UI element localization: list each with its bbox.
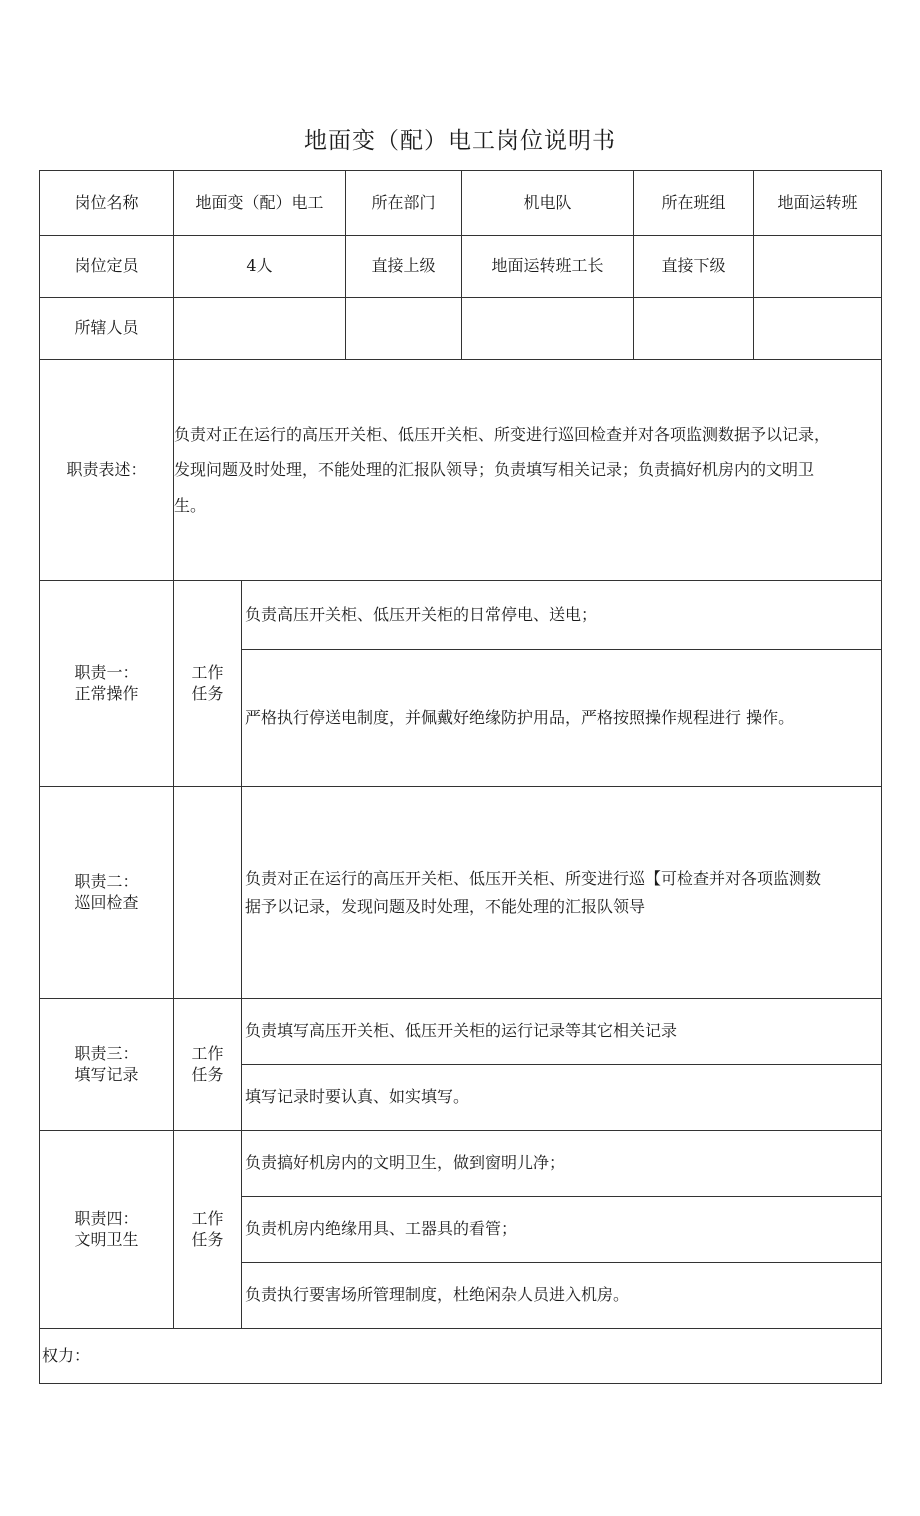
duty-2-task-1: 负责对正在运行的高压开关柜、低压开关柜、所变进行巡【可检查并对各项监测数据予以记录，发现问题及时处理，不能处理的汇报队领导	[242, 787, 882, 999]
team-label: 所在班组	[634, 171, 754, 236]
duty-3-task-2: 填写记录时要认真、如实填写。	[242, 1065, 882, 1131]
duty-1-name	[40, 581, 174, 787]
duty-1-type	[174, 581, 242, 787]
duty-2-type	[174, 787, 242, 999]
page-title: 地面变（配）电工岗位说明书	[304, 128, 616, 154]
duty-1-type-line1: 工作	[191, 662, 224, 682]
dept-label: 所在部门	[346, 171, 462, 236]
duty-4-name-line2: 文明卫生	[74, 1229, 139, 1249]
duty-1-row-1	[40, 581, 882, 650]
duty-3-type-line1: 工作	[191, 1043, 224, 1063]
duty-4-row-1	[40, 1131, 882, 1197]
post-name-label: 岗位名称	[40, 171, 174, 236]
duty-1-type-line2: 任务	[191, 683, 224, 703]
duty-4-type	[174, 1131, 242, 1329]
duty-desc-label: 职责表述：	[40, 360, 174, 581]
blank-cell	[346, 298, 462, 360]
rights-row	[40, 1329, 882, 1384]
blank-cell	[634, 298, 754, 360]
duty-1-task-2: 严格执行停送电制度，并佩戴好绝缘防护用品，严格按照操作规程进行 操作。	[242, 650, 882, 787]
duty-3-type	[174, 999, 242, 1131]
duty-4-task-2: 负责机房内绝缘用具、工器具的看管；	[242, 1197, 882, 1263]
duty-1-task-1: 负责高压开关柜、低压开关柜的日常停电、送电；	[242, 581, 882, 650]
rights-label: 权力：	[40, 1329, 882, 1384]
duty-2-name-line2: 巡回检查	[74, 892, 139, 912]
duty-4-type-line1: 工作	[191, 1208, 224, 1228]
header-row-3	[40, 298, 882, 360]
header-row-1	[40, 171, 882, 236]
duty-4-type-line2: 任务	[191, 1229, 224, 1249]
managed-value-cell	[174, 298, 346, 360]
duty-4-task-3: 负责执行要害场所管理制度，杜绝闲杂人员进入机房。	[242, 1263, 882, 1329]
duty-2-name	[40, 787, 174, 999]
team-value: 地面运转班	[754, 171, 882, 236]
dept-value: 机电队	[462, 171, 634, 236]
staff-value: 4人	[174, 236, 346, 298]
header-row-2	[40, 236, 882, 298]
job-description-table	[39, 170, 882, 1384]
duty-3-row-1	[40, 999, 882, 1065]
subordinate-value	[754, 236, 882, 298]
duty-3-type-line2: 任务	[191, 1064, 224, 1084]
managed-label: 所辖人员	[40, 298, 174, 360]
duty-desc-text: 负责对正在运行的高压开关柜、低压开关柜、所变进行巡回检查并对各项监测数据予以记录，发现问题及时处理，不能处理的汇报队领导；负责填写相关记录；负责搞好机房内的文明卫生。	[174, 360, 882, 581]
duty-desc-row	[40, 360, 882, 581]
superior-label: 直接上级	[346, 236, 462, 298]
superior-value: 地面运转班工长	[462, 236, 634, 298]
duty-4-name	[40, 1131, 174, 1329]
duty-4-task-1: 负责搞好机房内的文明卫生，做到窗明儿净；	[242, 1131, 882, 1197]
duty-3-name	[40, 999, 174, 1131]
duty-3-task-1: 负责填写高压开关柜、低压开关柜的运行记录等其它相关记录	[242, 999, 882, 1065]
subordinate-label: 直接下级	[634, 236, 754, 298]
staff-label: 岗位定员	[40, 236, 174, 298]
duty-1-name-line2: 正常操作	[74, 683, 139, 703]
duty-2-row	[40, 787, 882, 999]
duty-1-name-line1: 职责一：	[74, 662, 139, 682]
post-name-value: 地面变（配）电工	[174, 171, 346, 236]
duty-4-name-line1: 职责四：	[74, 1208, 139, 1228]
duty-2-name-line1: 职责二：	[74, 871, 139, 891]
duty-3-name-line2: 填写记录	[74, 1064, 139, 1084]
blank-cell	[754, 298, 882, 360]
blank-cell	[462, 298, 634, 360]
duty-3-name-line1: 职责三：	[74, 1043, 139, 1063]
